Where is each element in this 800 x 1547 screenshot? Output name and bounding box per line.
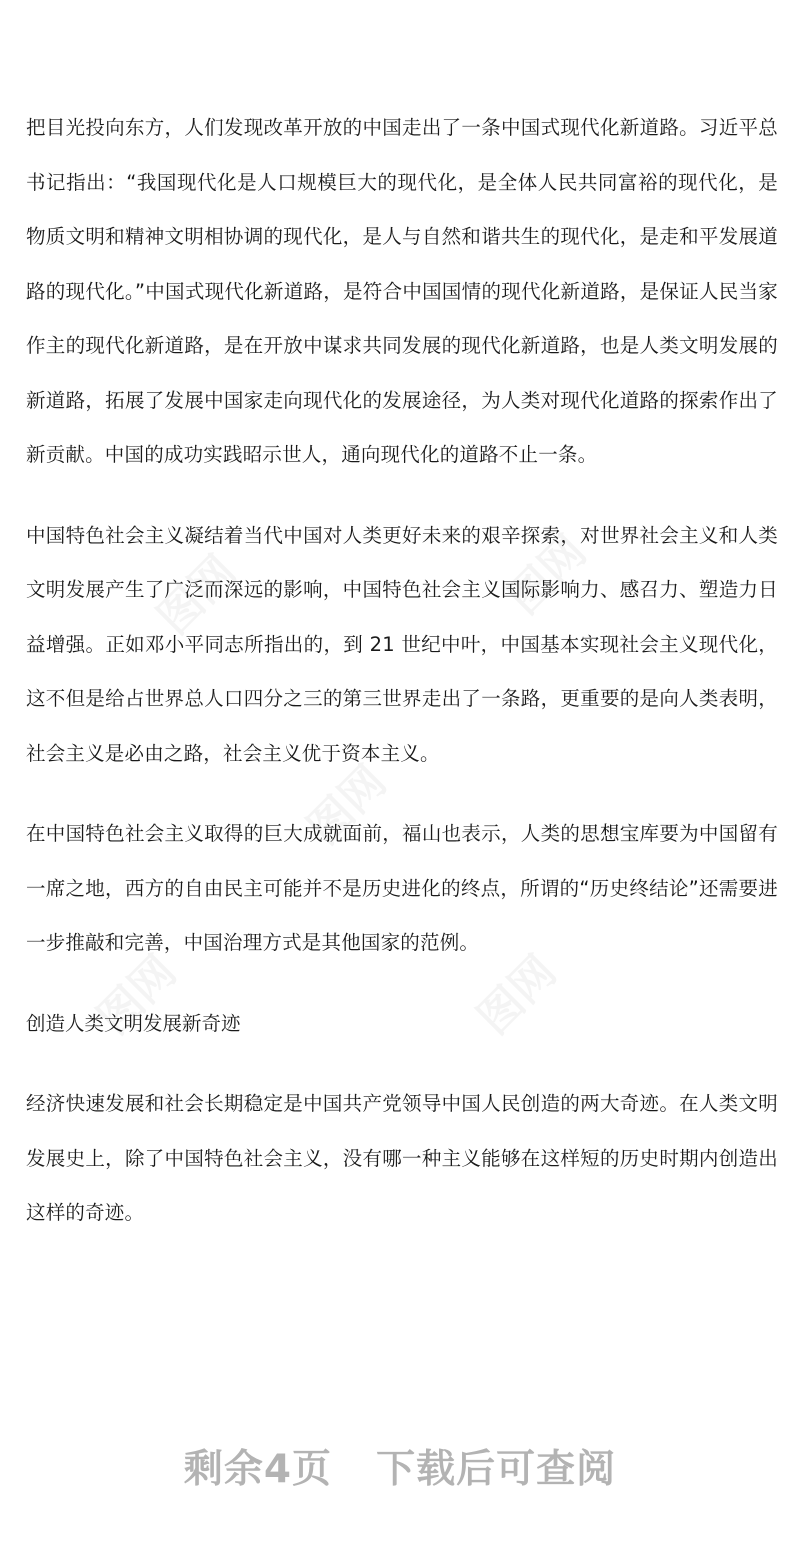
remaining-pages-label: 剩余4页 — [183, 1447, 333, 1492]
paragraph-3: 在中国特色社会主义取得的巨大成就面前，福山也表示，人类的思想宝库要为中国留有一席之地，西方的自由民主可能并不是历史进化的终点，所谓的“历史终结论”还需要进一步推敲和完善，中国治理方式是其他国家的范例。 — [26, 822, 778, 954]
section-heading: 创造人类文明发展新奇迹 — [26, 1011, 241, 1035]
download-to-view-label: 下载后可查阅 — [376, 1447, 617, 1492]
paragraph-2: 中国特色社会主义凝结着当代中国对人类更好未来的艰辛探索，对世界社会主义和人类文明发展产生了广泛而深远的影响，中国特色社会主义国际影响力、感召力、塑造力日益增强。正如邓小平同志所指出的，到 21 世纪中叶，中国基本实现社会主义现代化，这不但是给占世界总人口四分之三的第三世界走出了一条路，更重要的是向人类表明，社会主义是必由之路，社会主义优于资本主义。 — [26, 523, 778, 765]
paragraph-4: 经济快速发展和社会长期稳定是中国共产党领导中国人民创造的两大奇迹。在人类文明发展史上，除了中国特色社会主义，没有哪一种主义能够在这样短的历史时期内创造出这样的奇迹。 — [26, 1092, 778, 1224]
document-body — [26, 101, 778, 1241]
download-notice[interactable] — [0, 1438, 800, 1494]
paragraph-1: 把目光投向东方，人们发现改革开放的中国走出了一条中国式现代化新道路。习近平总书记指出：“我国现代化是人口规模巨大的现代化，是全体人民共同富裕的现代化，是物质文明和精神文明相协调的现代化，是人与自然和谐共生的现代化，是走和平发展道路的现代化。”中国式现代化新道路，是符合中国国情的现代化新道路，是保证人民当家作主的现代化新道路，是在开放中谋求共同发展的现代化新道路，也是人类文明发展的新道路，拓展了发展中国家走向现代化的发展途径，为人类对现代化道路的探索作出了新贡献。中国的成功实践昭示世人，通向现代化的道路不止一条。 — [26, 116, 778, 466]
